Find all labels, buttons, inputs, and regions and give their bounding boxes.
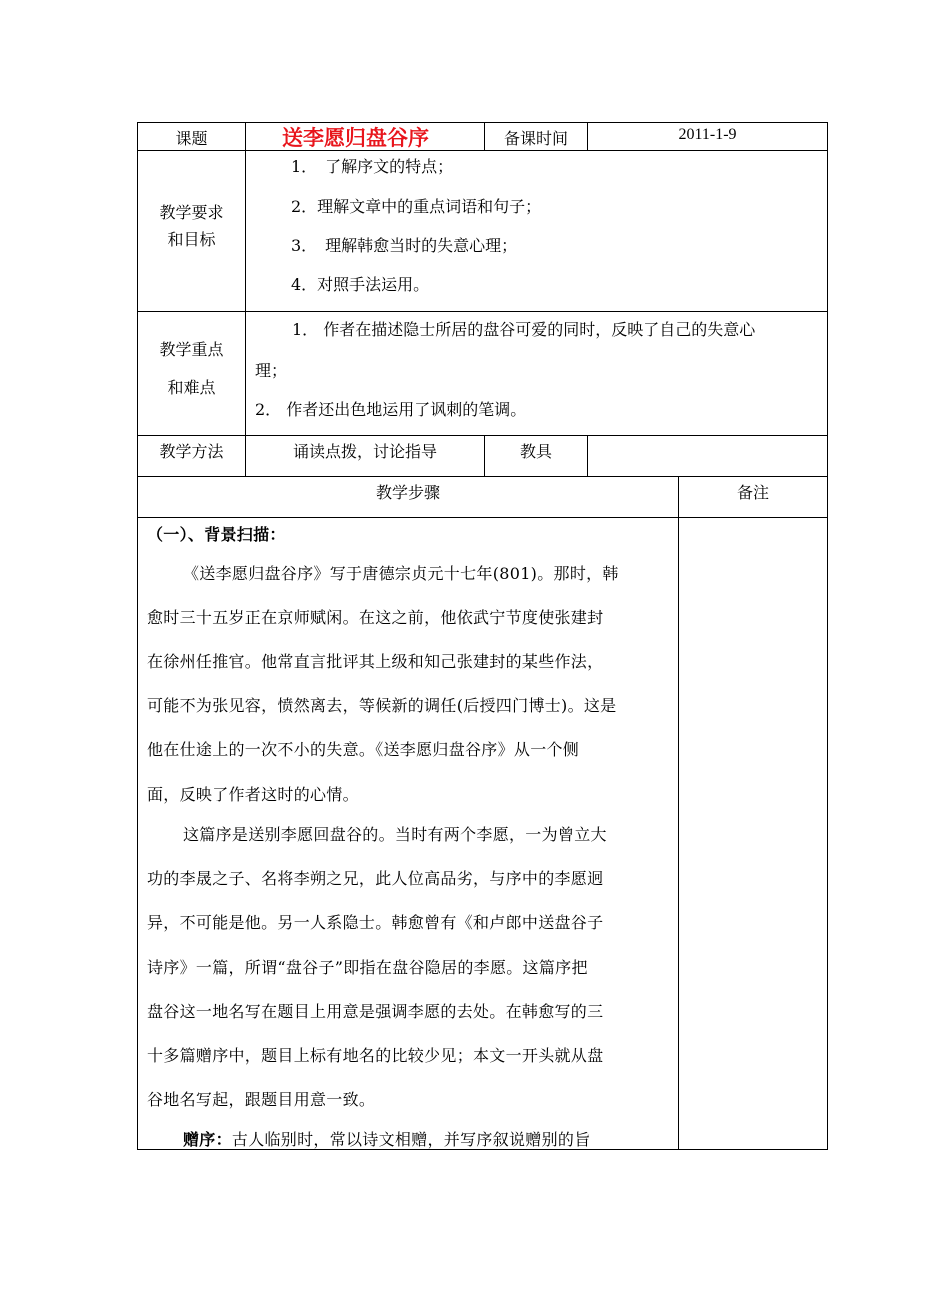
row-divider <box>137 311 828 312</box>
goal-item: 2．理解文章中的重点词语和句子； <box>291 197 542 216</box>
col-divider <box>678 476 679 1150</box>
steps-label: 教学步骤 <box>375 483 440 502</box>
row-divider <box>137 150 828 151</box>
table-border-top <box>137 122 828 123</box>
remarks-label: 备注 <box>736 483 769 502</box>
goals-label-line1: 教学要求 <box>159 203 224 222</box>
topic-label: 课题 <box>175 129 208 148</box>
col-divider <box>587 435 588 477</box>
paragraph-line: 功的李晟之子、名将李朔之兄，此人位高品劣，与序中的李愿迥 <box>147 869 604 888</box>
focus-line: 理； <box>255 361 288 380</box>
method-label: 教学方法 <box>159 442 224 461</box>
table-border-left <box>137 122 138 1150</box>
tools-label: 教具 <box>519 442 552 461</box>
paragraph-line: 愈时三十五岁正在京师赋闲。在这之前，他依武宁节度使张建封 <box>147 608 604 627</box>
term-text: 古人临别时，常以诗文相赠，并写序叙说赠别的旨 <box>231 1130 591 1149</box>
paragraph-line: 异，不可能是他。另一人系隐士。韩愈曾有《和卢郎中送盘谷子 <box>147 913 604 932</box>
table-border-right <box>827 122 828 1150</box>
prep-time-value: 2011-1-9 <box>678 126 737 143</box>
paragraph-line: 十多篇赠序中，题目上标有地名的比较少见；本文一开头就从盘 <box>147 1046 604 1065</box>
topic-title: 送李愿归盘谷序 <box>282 126 429 150</box>
paragraph-line: 《送李愿归盘谷序》写于唐德宗贞元十七年(801)。那时，韩 <box>183 564 619 583</box>
row-divider <box>137 435 828 436</box>
col-divider <box>245 122 246 477</box>
paragraph-line: 盘谷这一地名写在题目上用意是强调李愿的去处。在韩愈写的三 <box>147 1002 604 1021</box>
paragraph-line <box>183 1127 591 1150</box>
term-label: 赠序： <box>183 1130 232 1149</box>
goals-label-line2: 和目标 <box>167 230 216 249</box>
method-value: 诵读点拨，讨论指导 <box>292 442 437 461</box>
paragraph-line: 可能不为张见容，愤然离去，等候新的调任(后授四门博士)。这是 <box>147 696 617 715</box>
section-title: （一）、背景扫描： <box>147 525 286 544</box>
row-divider <box>137 517 828 518</box>
paragraph-line: 在徐州任推官。他常直言批评其上级和知己张建封的某些作法， <box>147 652 604 671</box>
paragraph-line: 谷地名写起，跟题目用意一致。 <box>147 1090 376 1109</box>
paragraph-line: 面，反映了作者这时的心情。 <box>147 785 359 804</box>
goal-item: 1． 了解序文的特点； <box>291 157 454 176</box>
prep-time-label: 备课时间 <box>503 129 568 148</box>
paragraph-line: 诗序》一篇，所谓“盘谷子”即指在盘谷隐居的李愿。这篇序把 <box>147 958 588 977</box>
goal-item: 3． 理解韩愈当时的失意心理； <box>291 236 518 255</box>
row-divider <box>137 476 828 477</box>
paragraph-line: 这篇序是送别李愿回盘谷的。当时有两个李愿，一为曾立大 <box>183 825 607 844</box>
paragraph-line: 他在仕途上的一次不小的失意。《送李愿归盘谷序》从一个侧 <box>147 740 580 759</box>
focus-line: 1． 作者在描述隐士所居的盘谷可爱的同时，反映了自己的失意心 <box>292 320 756 339</box>
focus-label-line2: 和难点 <box>167 378 216 397</box>
focus-label-line1: 教学重点 <box>159 340 224 359</box>
goal-item: 4．对照手法运用。 <box>291 275 430 294</box>
focus-line: 2． 作者还出色地运用了讽刺的笔调。 <box>255 400 527 419</box>
